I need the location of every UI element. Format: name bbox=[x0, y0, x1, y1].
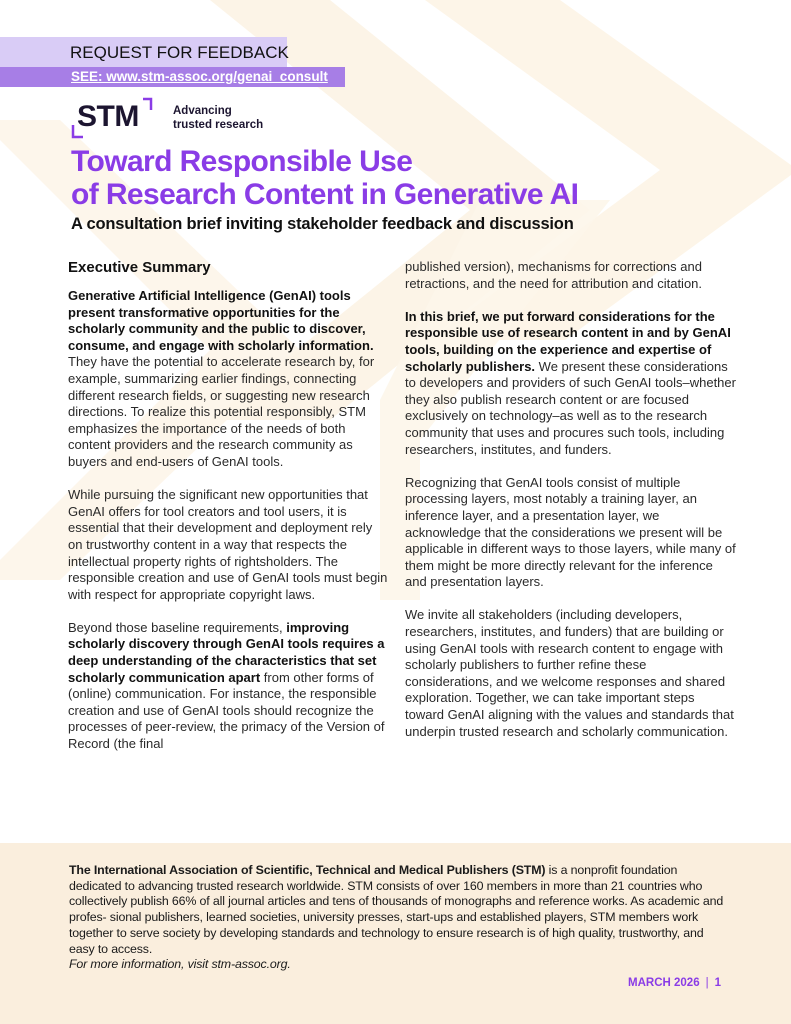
stm-logo bbox=[71, 97, 161, 139]
title-line-2: of Research Content in Generative AI bbox=[71, 178, 579, 211]
logo-wordmark: STM bbox=[77, 100, 139, 133]
left-column bbox=[68, 259, 390, 839]
paragraph-baseline bbox=[68, 620, 390, 753]
logo-tagline bbox=[173, 104, 263, 132]
more-info-link[interactable]: For more information, visit stm-assoc.org. bbox=[69, 957, 291, 972]
paragraph-brief bbox=[405, 309, 737, 458]
brief-emphasis: In this brief, we put forward considerations for the responsible use of research content in and by GenAI tools, building on the experience and expertise of scholarly publishers. bbox=[405, 308, 731, 374]
footer-separator: | bbox=[705, 977, 709, 989]
tagline-line-1: Advancing bbox=[173, 105, 232, 117]
baseline-emphasis: improving scholarly discovery through GenAI tools requires a deep understanding of the characteristics that set scholarly communication apart bbox=[68, 619, 385, 685]
consult-link-banner bbox=[0, 67, 345, 87]
baseline-start: Beyond those baseline requirements, bbox=[68, 619, 287, 635]
about-footer bbox=[0, 843, 791, 1024]
title-line-1: Toward Responsible Use bbox=[71, 145, 413, 178]
about-description: is a nonprofit foundation dedicated to advancing trusted research worldwide. STM consists of over 160 members in more than 21 countries who collectively publish 66% of all journal articles and tens of thousands of monographs and reference works. As academic and profes- sional publishers, learned societies, university presses, start-ups and established players, STM members work together to serve society by developing standards and technology to ensure research is of high quality, trustworthy, and easy to access. bbox=[69, 863, 724, 956]
tagline-line-2: trusted research bbox=[173, 119, 264, 131]
brief-rest: We present these considerations to developers and providers of such GenAI tools–whether they also publish research content or are focused exclusively on technology–as well as to the research community that uses and procures such tools, including researchers, institutes, and funders. bbox=[405, 358, 736, 457]
page-number: 1 bbox=[714, 977, 721, 989]
page-title bbox=[71, 145, 578, 211]
paragraph-intro bbox=[68, 288, 390, 471]
paragraph-invitation: We invite all stakeholders (including developers, researchers, institutes, and funders) that are building or using GenAI tools with research content to engage with scholarly publishers to further refine these considerations, and we welcome responses and shared exploration. Together, we can take important steps toward GenAI aligning with the values and standards that underpin trusted research and scholarly communication. bbox=[405, 607, 734, 739]
consult-link[interactable]: SEE: www.stm-assoc.org/genai_consult bbox=[71, 69, 328, 84]
executive-summary-heading: Executive Summary bbox=[68, 259, 211, 276]
intro-rest: They have the potential to accelerate research by, for example, summarizing earlier findings, connecting different research fields, or suggesting new research directions. To realize this potential responsibly, STM emphasizes the importance of the needs of both content providers and the research community as buyers and end-users of GenAI tools. bbox=[68, 354, 375, 469]
paragraph-opportunities: While pursuing the significant new opportunities that GenAI offers for tool creators and tool users, it is essential that their development and deployment rely on trustworthy content in a way that respects the intellectual property rights of rightsholders. The responsible creation and use of GenAI tools must begin with respect for appropriate copyright laws. bbox=[68, 487, 388, 602]
baseline-rest: from other forms of (online) communication. For instance, the responsible creation and use of GenAI tools should recognize the processes of peer-review, the primacy of the Version of Record (the final bbox=[68, 669, 385, 752]
publication-date: MARCH 2026 bbox=[628, 977, 700, 989]
right-column bbox=[405, 259, 737, 839]
banner-heading: REQUEST FOR FEEDBACK bbox=[70, 43, 289, 62]
paragraph-continuation: published version), mechanisms for corrections and retractions, and the need for attribution and citation. bbox=[405, 259, 703, 291]
page-subtitle: A consultation brief inviting stakeholder feedback and discussion bbox=[71, 215, 574, 233]
paragraph-layers: Recognizing that GenAI tools consist of multiple processing layers, most notably a training layer, an inference layer, and a presentation layer, we acknowledge that the considerations we present will be applicable in different ways to those layers, while many of them might be more directly relevant for the inference and presentation layers. bbox=[405, 474, 736, 590]
about-stm-text bbox=[69, 863, 729, 973]
page-footer bbox=[628, 976, 721, 990]
about-org-name: The International Association of Scientific, Technical and Medical Publishers (STM) bbox=[69, 863, 546, 877]
intro-emphasis: Generative Artificial Intelligence (GenAI) tools present transformative opportunities for the scholarly community and the public to discover, consume, and engage with scholarly information. bbox=[68, 288, 374, 353]
